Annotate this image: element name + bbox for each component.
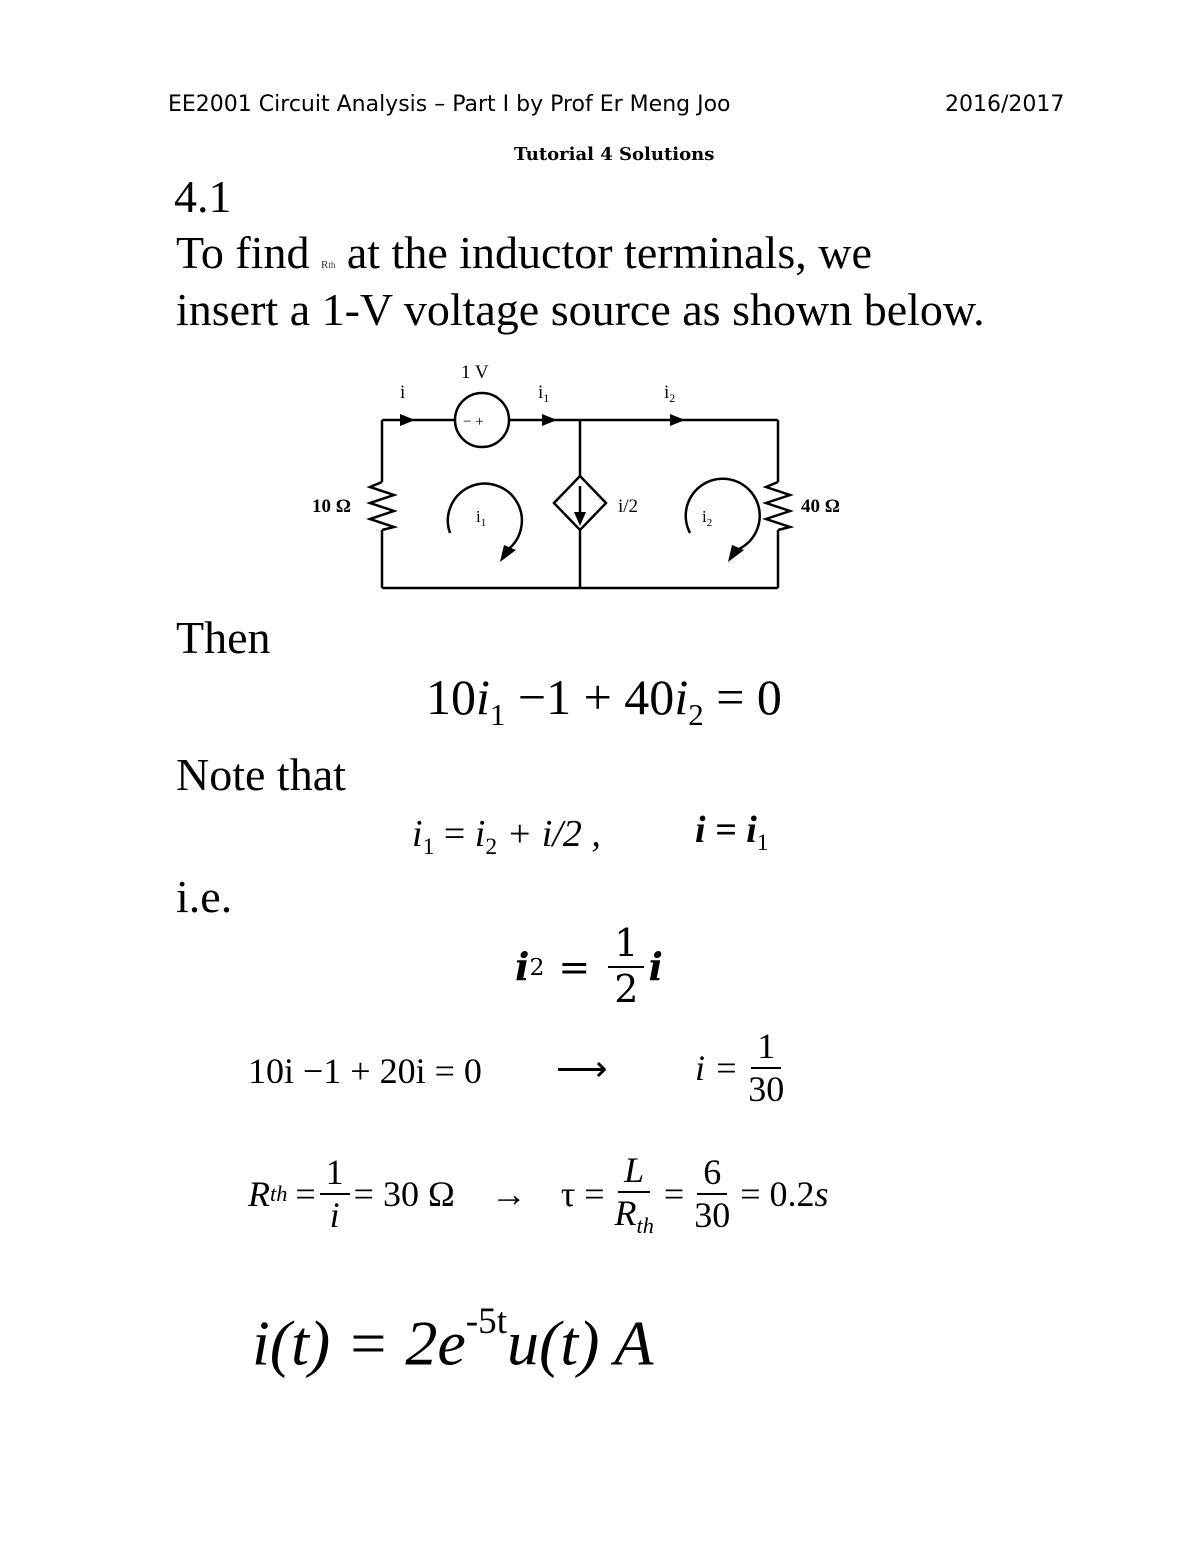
- eq5-tau: τ =: [560, 1174, 605, 1215]
- label-dep: i/2: [618, 496, 639, 517]
- eq3-fraction: [608, 922, 644, 1011]
- intro-text-b: at the inductor terminals, we: [346, 227, 872, 278]
- eq2-mid: =: [434, 813, 475, 855]
- eq5-val: = 30 Ω: [353, 1174, 455, 1215]
- eq1-a: 10: [426, 669, 476, 725]
- intro-text-a: To find: [176, 227, 310, 278]
- final-a: i(t) = 2e: [252, 1307, 466, 1379]
- resistor-10-ohm: [370, 482, 394, 530]
- rth-symbol: [321, 259, 335, 271]
- eq5-eq2: =: [663, 1174, 685, 1215]
- eq1-i2: i: [674, 669, 689, 725]
- eq4-den: 30: [748, 1069, 785, 1110]
- label-i: i: [400, 382, 406, 403]
- eq5-den3: 30: [694, 1195, 731, 1236]
- label-10-ohm: 10 Ω: [312, 496, 351, 517]
- eq5-r-sub: th: [270, 1181, 288, 1207]
- eq5-frac1: [320, 1152, 350, 1237]
- equation-5: [248, 1150, 829, 1239]
- eq5-num2: L: [618, 1150, 650, 1193]
- final-b: u(t) A: [507, 1307, 654, 1379]
- mesh-1-arrowhead: [500, 545, 516, 562]
- header-year: 2016/2017: [945, 92, 1065, 117]
- eq5-res: = 0.2: [740, 1174, 815, 1215]
- eq5-den2-r: R: [614, 1193, 637, 1234]
- eq2-right-sub: 1: [756, 830, 769, 857]
- final-equation: [252, 1300, 653, 1381]
- eq5-frac3: [688, 1152, 736, 1237]
- label-i1: $i_1$: [538, 382, 550, 405]
- then-label: Then: [176, 612, 271, 663]
- eq2-i1: i: [412, 813, 423, 855]
- equation-2: [412, 812, 601, 861]
- arrow-i1: [542, 414, 557, 426]
- intro-line-2: insert a 1-V voltage source as shown below.: [176, 284, 985, 335]
- arrow-i2: [670, 414, 685, 426]
- equation-4-right: [695, 1026, 794, 1111]
- eq2-right: i = i: [695, 809, 757, 851]
- arrow-i: [400, 414, 415, 426]
- eq2-s2: 2: [485, 834, 498, 861]
- eq1-s1: 1: [489, 696, 506, 732]
- eq4-rhs: i =: [695, 1048, 739, 1089]
- eq5-unit: s: [814, 1174, 829, 1215]
- equation-2b: [695, 808, 769, 857]
- eq5-num3: 6: [697, 1152, 727, 1195]
- label-mesh-1: $i_1$: [476, 507, 487, 529]
- header-title: EE2001 Circuit Analysis – Part I by Prof Er Meng Joo: [168, 92, 731, 117]
- ie-label: i.e.: [176, 871, 233, 922]
- mesh-2-arc: [686, 479, 760, 551]
- page-subtitle: Tutorial 4 Solutions: [514, 144, 715, 165]
- eq3-num: 1: [608, 922, 644, 968]
- section-number: 4.1: [174, 171, 232, 222]
- equation-4-arrow: ⟶: [556, 1049, 608, 1089]
- eq5-den2: [609, 1193, 660, 1238]
- equation-3: [515, 922, 663, 1011]
- label-i2: $i_2$: [664, 382, 676, 405]
- intro-line-1: [176, 226, 872, 279]
- eq4-fraction: [742, 1026, 790, 1111]
- label-40-ohm: 40 Ω: [801, 496, 840, 517]
- eq5-num: 1: [320, 1152, 350, 1195]
- eq2-s1: 1: [422, 834, 435, 861]
- eq5-frac2: [609, 1150, 660, 1239]
- eq4-num: 1: [751, 1026, 781, 1069]
- eq3-eq: =: [558, 944, 591, 989]
- note-label: Note that: [176, 749, 346, 800]
- eq2-i2: i: [474, 813, 486, 855]
- eq1-c: = 0: [703, 669, 782, 725]
- rth-sub: th: [328, 260, 336, 270]
- eq1-i1: i: [476, 669, 490, 725]
- final-exp: -5t: [465, 1301, 508, 1342]
- eq5-den2-sub: th: [636, 1213, 654, 1239]
- eq5-arrow: →: [490, 1174, 527, 1215]
- resistor-40-ohm: [766, 482, 790, 530]
- eq3-den: 2: [614, 966, 639, 1011]
- source-signs: − +: [463, 414, 484, 430]
- eq1-b: −1 + 40: [505, 669, 675, 725]
- label-mesh-2: $i_2$: [702, 507, 713, 529]
- eq1-s2: 2: [688, 696, 704, 732]
- eq5-eq: =: [295, 1174, 316, 1215]
- equation-1: [426, 668, 782, 733]
- eq3-lhs: i: [515, 944, 530, 990]
- rth-r: R: [321, 259, 329, 271]
- eq3-rhs: i: [648, 944, 663, 990]
- eq5-r: R: [248, 1174, 270, 1215]
- circuit-diagram: [300, 355, 870, 600]
- eq2-rest: + i/2 ,: [497, 813, 601, 855]
- equation-4-left: 10i −1 + 20i = 0: [248, 1051, 482, 1091]
- source-label: 1 V: [461, 362, 489, 383]
- eq3-lhs-sub: 2: [529, 952, 545, 981]
- eq5-den: i: [329, 1195, 340, 1236]
